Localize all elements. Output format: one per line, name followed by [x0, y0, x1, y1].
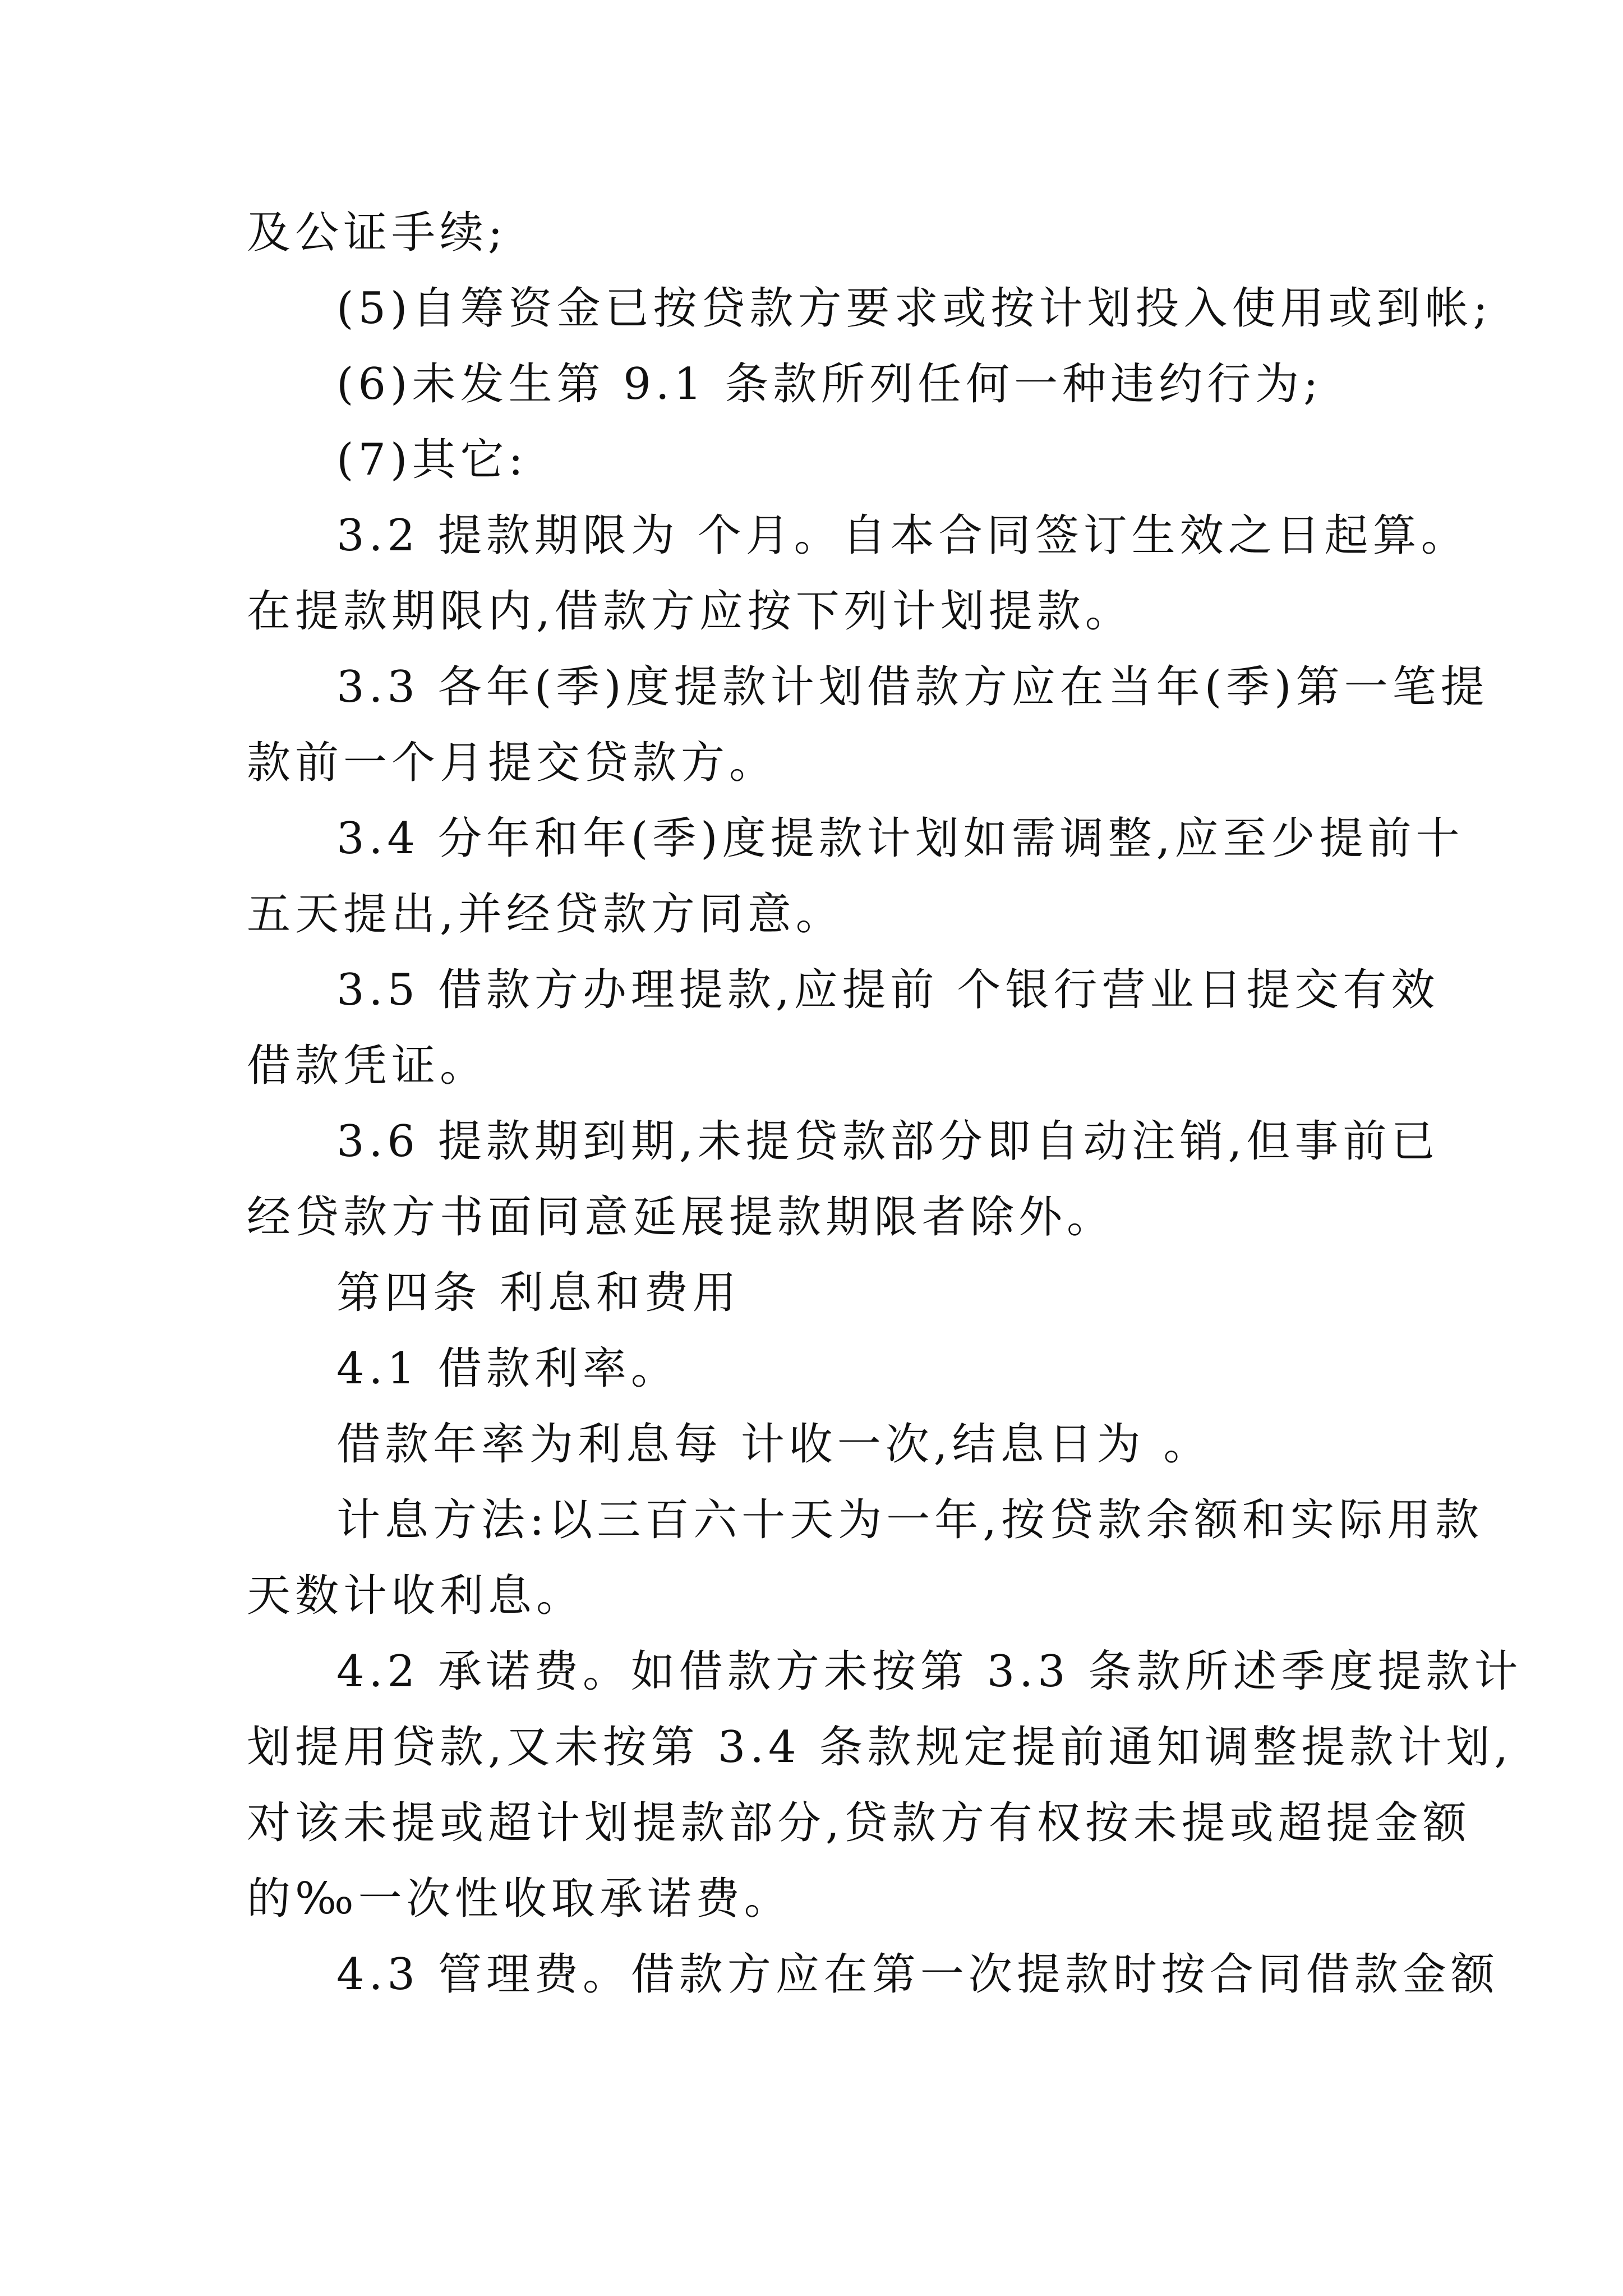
- text-line-6: 在提款期限内,借款方应按下列计划提款。: [247, 586, 1133, 637]
- text-line-14: 经贷款方书面同意延展提款期限者除外。: [247, 1192, 1115, 1243]
- section-heading: 第四条 利息和费用: [336, 1268, 741, 1318]
- text-line-18: 计息方法:以三百六十天为一年,按贷款余额和实际用款: [336, 1495, 1484, 1545]
- text-line-17: 借款年率为利息每 计收一次,结息日为 。: [336, 1419, 1212, 1470]
- text-line-12: 借款凭证。: [247, 1041, 488, 1091]
- text-line-21: 划提用贷款,又未按第 3.4 条款规定提前通知调整提款计划,: [247, 1722, 1513, 1773]
- text-line-8: 款前一个月提交贷款方。: [247, 738, 778, 788]
- text-line-9: 3.4 分年和年(季)度提款计划如需调整,应至少提前十: [336, 813, 1464, 864]
- text-line-19: 天数计收利息。: [247, 1571, 585, 1621]
- text-line-24: 4.3 管理费。借款方应在第一次提款时按合同借款金额: [336, 1949, 1499, 2000]
- text-line-13: 3.6 提款期到期,未提贷款部分即自动注销,但事前已: [336, 1116, 1440, 1167]
- text-line-3: (6)未发生第 9.1 条款所列任何一种违约行为;: [336, 359, 1323, 409]
- text-line-16: 4.1 借款利率。: [336, 1343, 679, 1394]
- text-line-11: 3.5 借款方办理提款,应提前 个银行营业日提交有效: [336, 965, 1440, 1015]
- text-line-10: 五天提出,并经贷款方同意。: [247, 889, 844, 940]
- text-line-5: 3.2 提款期限为 个月。自本合同签订生效之日起算。: [336, 510, 1469, 561]
- text-line-1: 及公证手续;: [247, 208, 508, 258]
- text-line-20: 4.2 承诺费。如借款方未按第 3.3 条款所述季度提款计: [336, 1646, 1523, 1697]
- text-line-23: 的‰一次性收取承诺费。: [247, 1874, 792, 1924]
- text-line-2: (5)自筹资金已按贷款方要求或按计划投入使用或到帐;: [336, 283, 1492, 334]
- text-line-22: 对该未提或超计划提款部分,贷款方有权按未提或超提金额: [247, 1798, 1471, 1848]
- text-line-4: (7)其它:: [336, 435, 528, 485]
- text-line-7: 3.3 各年(季)度提款计划借款方应在当年(季)第一笔提: [336, 662, 1489, 712]
